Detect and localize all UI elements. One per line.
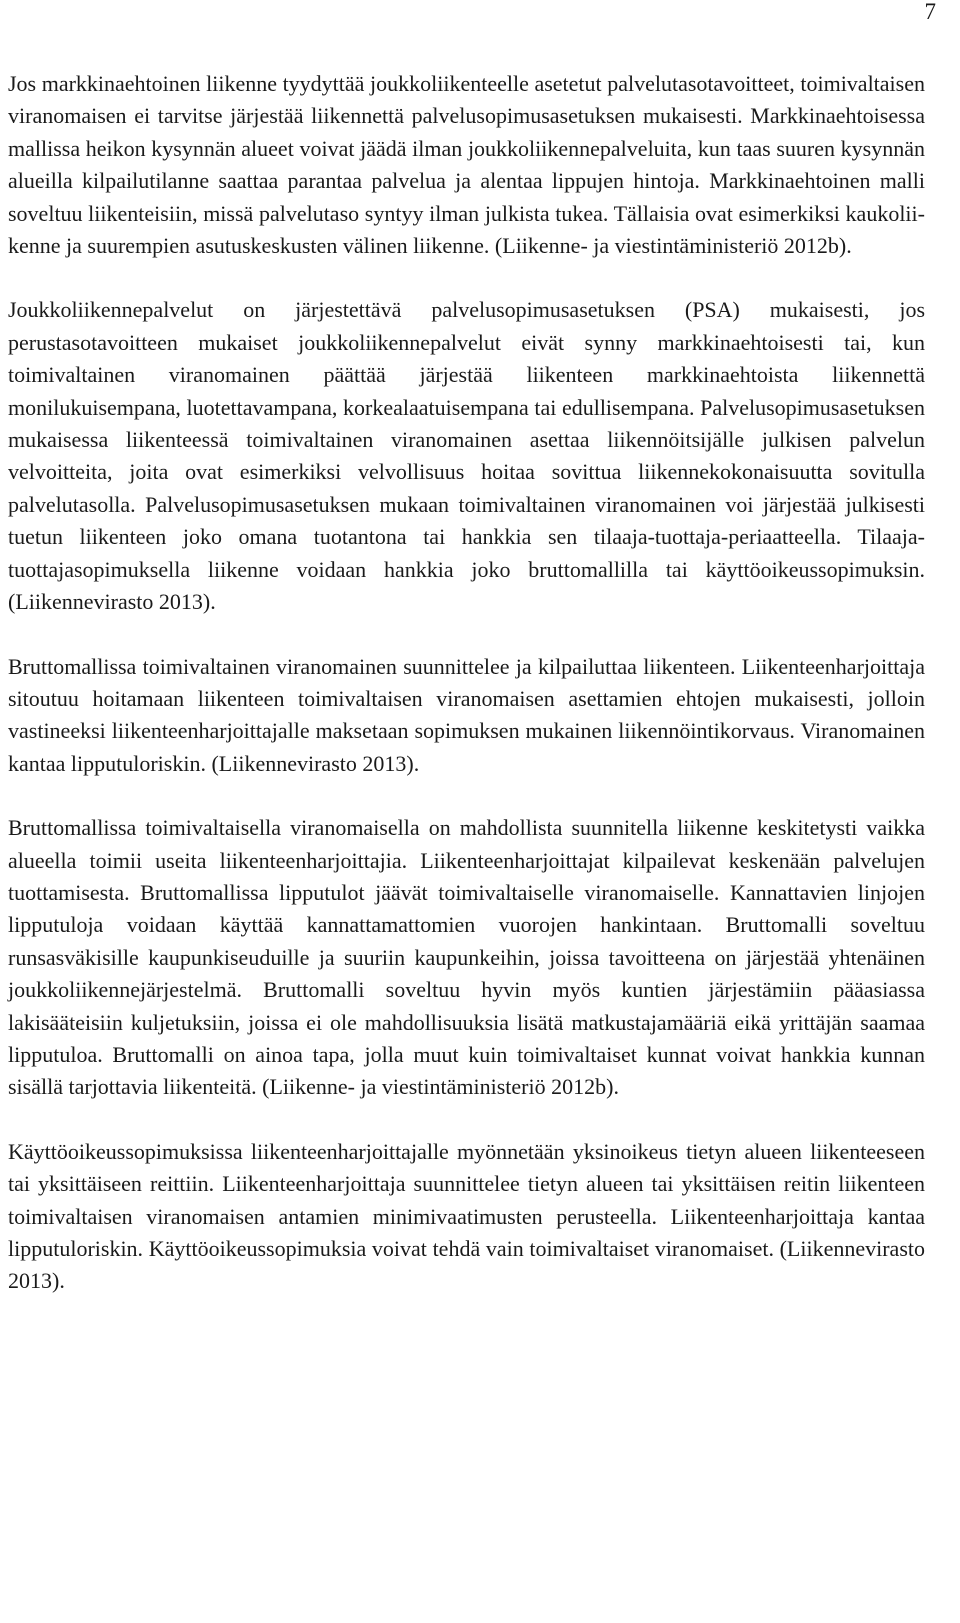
- paragraph-market-based-traffic: Jos markkinaehtoinen liikenne tyydyttää joukkoliikenteelle asetetut palvelutasotavoitteet, toimivaltaisen viranomaisen ei tarvitse järjestää liikennettä palvelusopimusasetuksen mukaisesti. Markkinaehtoisessa mallissa heikon kysynnän alueet voivat jäädä ilman joukkoliikennepalveluita, kun taas suuren kysynnän alueilla kilpailutilanne saattaa parantaa palvelua ja alentaa lippujen hintoja. Markkinaehtoinen malli soveltuu liikenteisiin, missä palvelutaso syntyy ilman julkista tukea. Tällaisia ovat esimerkiksi kaukoliikenne ja suurempien asutuskeskusten välinen liikenne. (Liikenne- ja viestintäministeriö 2012b).: [8, 71, 925, 259]
- paragraph-concession-contracts: Käyttöoikeussopimuksissa liikenteenharjoittajalle myönnetään yksinoikeus tietyn alueen liikenteeseen tai yksittäiseen reittiin. Liikenteenharjoittaja suunnittelee tietyn alueen tai yksittäisen reitin liikenteen toimivaltaisen viranomaisen antamien minimivaatimusten perusteella. Liikenteenharjoittaja kantaa lipputuloriskin. Käyttöoikeussopimuksia voivat tehdä vain toimivaltaiset viranomaiset. (Liikennevirasto 2013).: [8, 1138, 925, 1294]
- paragraph-gross-model-benefits: Bruttomallissa toimivaltaisella viranomaisella on mahdollista suunnitella liikenne keskitetysti vaikka alueella toimii useita liikenteenharjoittajia. Liikenteenharjoittajat kilpailevat keskenään palvelujen tuottamisesta. Bruttomallissa lipputulot jäävät toimivaltaiselle viranomaiselle. Kannattavien linjojen lipputuloja voidaan käyttää kannattamattomien vuorojen hankintaan. Bruttomalli soveltuu runsasväkisille kaupunkiseuduille ja suuriin kaupunkeihin, joissa tavoitteena on järjestää yhtenäinen joukkoliikennejärjestelmä. Bruttomalli soveltuu hyvin myös kuntien järjestämiin pääasiassa lakisääteisiin kuljetuksiin, joissa ei ole mahdollisuuksia lisätä matkustajamääriä eikä yrittäjän saamaa lipputuloa. Bruttomalli on ainoa tapa, jolla muut kuin toimivaltaiset kunnat voivat hankkia kunnan sisällä tarjottavia liikenteitä. (Liikenne- ja viestintäministeriö 2012b).: [8, 815, 925, 1100]
- body-text: [8, 68, 925, 1330]
- paragraph-gross-model-definition: Bruttomallissa toimivaltainen viranomainen suunnittelee ja kilpailuttaa liikenteen. Liikenteenharjoittaja sitoutuu hoitamaan liikenteen toimivaltaisen viranomaisen asettamien ehtojen mukaisesti, jolloin vastineeksi liikenteenharjoittajalle maksetaan sopimuksen mukainen liikennöintikorvaus. Viranomainen kantaa lipputuloriskin. (Liikennevirasto 2013).: [8, 653, 925, 776]
- page-number: 7: [924, 0, 936, 24]
- paragraph-psa-services: Joukkoliikennepalvelut on järjestettävä palvelusopimusasetuksen (PSA) mukaisesti, jos perustasotavoitteen mukaiset joukkoliikennepalvelut eivät synny markkinaehtoisesti tai, kun toimivaltainen viranomainen päättää järjestää liikenteen markkinaehtoista liikennettä monilukuisempana, luotettavampana, korkealaatuisempana tai edullisempana. Palvelusopimusasetuksen mukaisessa liikenteessä toimivaltainen viranomainen asettaa liikennöitsijälle julkisen palvelun velvoitteita, joita ovat esimerkiksi velvollisuus hoitaa sovittua liikennekokonaisuutta sovitulla palvelutasolla. Palvelusopimusasetuksen mukaan toimivaltainen viranomainen voi järjestää julkisesti tuetun liikenteen joko omana tuotantona tai hankkia sen tilaaja-tuottaja-periaatteella. Tilaaja-tuottajasopimuksella liikenne voidaan hankkia joko bruttomallilla tai käyttöoikeussopimuksin. (Liikennevirasto 2013).: [8, 297, 925, 615]
